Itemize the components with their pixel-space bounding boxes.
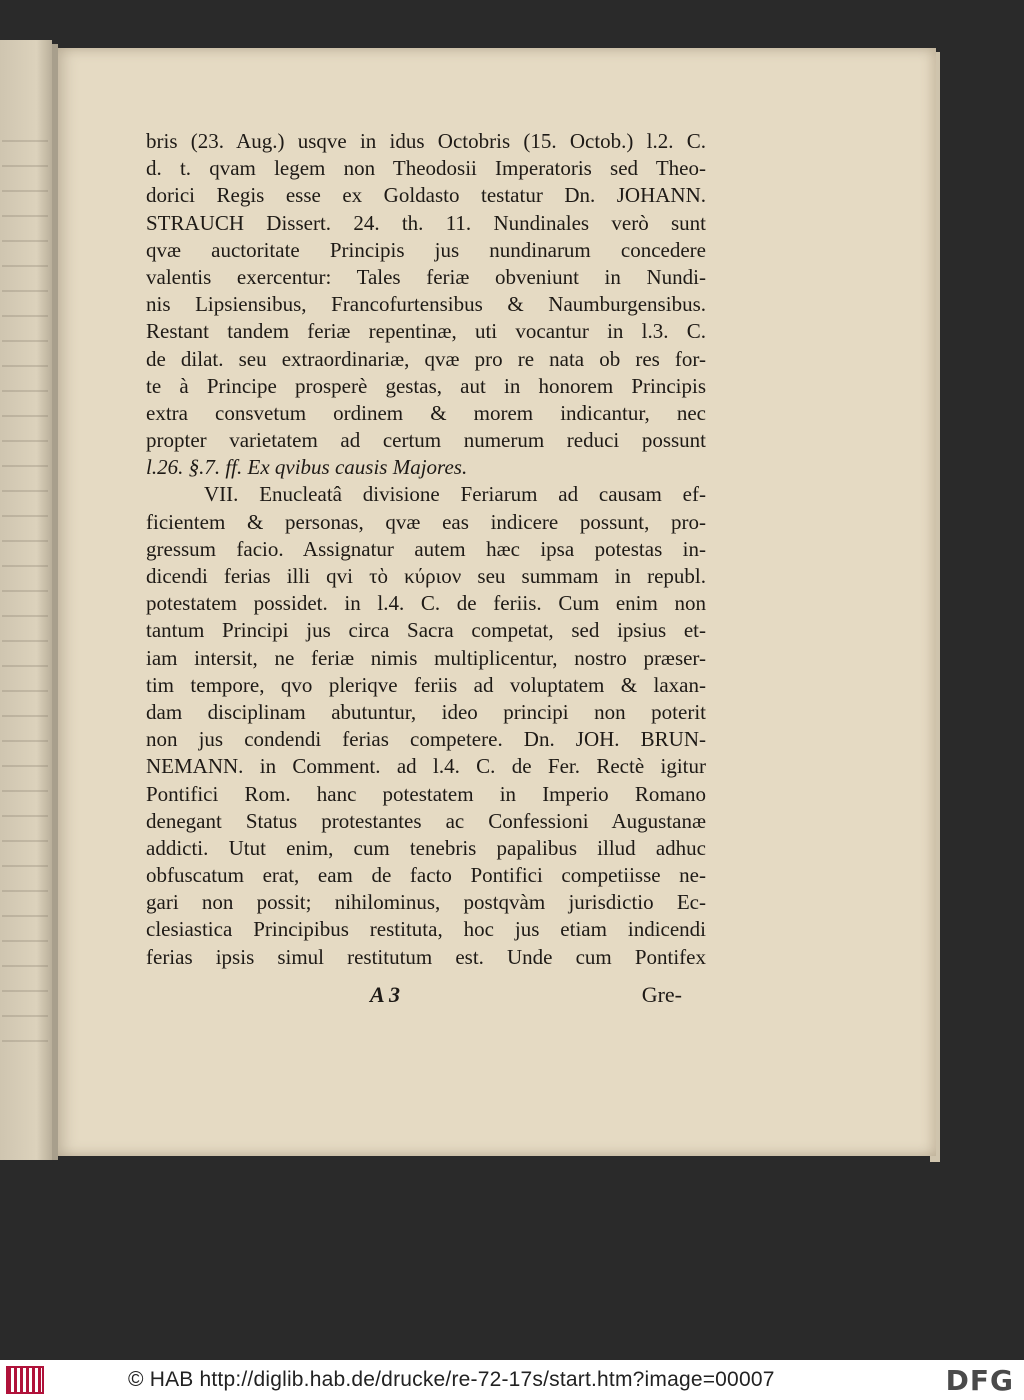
text-line-7: nis Lipsiensibus, Francofurtensibus & Naumburgensibus.: [146, 292, 706, 317]
text-line-22: dam disciplinam abutuntur, ideo principi non poterit: [146, 699, 706, 724]
text-line-16: gressum facio. Assignatur autem hæc ipsa potestas in-: [146, 536, 706, 561]
text-line-14: VII. Enucleatâ divisione Feriarum ad causam ef-: [204, 482, 706, 507]
text-line-18: potestatem possidet. in l.4. C. de feriis. Cum enim non: [146, 591, 706, 616]
text-line-19: tantum Principi jus circa Sacra competat, sed ipsius et-: [146, 618, 706, 643]
text-line-26: denegant Status protestantes ac Confessioni Augustanæ: [146, 808, 706, 833]
text-line-9: de dilat. seu extraordinariæ, qvæ pro re nata ob res for-: [146, 346, 706, 371]
text-line-23: non jus condendi ferias competere. Dn. JOH. BRUN-: [146, 727, 706, 752]
text-line-24: NEMANN. in Comment. ad l.4. C. de Fer. Rectè igitur: [146, 754, 706, 779]
previous-page-edge: [0, 40, 52, 1160]
text-line-13: l.26. §.7. ff. Ex qvibus causis Majores.: [146, 455, 468, 480]
viewer-footer-bar: [0, 1360, 1024, 1400]
previous-page-bleed-through: [2, 140, 48, 1060]
text-line-29: gari non possit; nihilominus, postqvàm jurisdictio Ec-: [146, 890, 706, 915]
text-line-8: Restant tandem feriæ repentinæ, uti vocantur in l.3. C.: [146, 319, 706, 344]
text-line-5: qvæ auctoritate Principis jus nundinarum concedere: [146, 237, 706, 262]
text-line-12: propter varietatem ad certum numerum reduci possunt: [146, 428, 706, 453]
text-line-4: STRAUCH Dissert. 24. th. 11. Nundinales verò sunt: [146, 210, 706, 235]
text-line-30: clesiastica Principibus restituta, hoc jus etiam indicendi: [146, 917, 706, 942]
page-footer: [146, 982, 682, 1010]
text-line-11: extra consvetum ordinem & morem indicantur, nec: [146, 400, 706, 425]
text-line-2: d. t. qvam legem non Theodosii Imperatoris sed Theo-: [146, 156, 706, 181]
text-line-27: addicti. Utut enim, cum tenebris papalibus illud adhuc: [146, 835, 706, 860]
text-line-10: te à Principe prosperè gestas, aut in honorem Principis: [146, 373, 706, 398]
text-line-31: ferias ipsis simul restitutum est. Unde cum Pontifex: [146, 944, 706, 969]
text-line-17: dicendi ferias illi qvi τὸ κύριον seu summam in republ.: [146, 564, 706, 588]
text-line-28: obfuscatum erat, eam de facto Pontifici competiisse ne-: [146, 863, 706, 888]
text-line-15: ficientem & personas, qvæ eas indicere possunt, pro-: [146, 509, 706, 534]
source-credit: © HAB http://diglib.hab.de/drucke/re-72-17s/start.htm?image=00007: [128, 1368, 775, 1391]
text-line-1: bris (23. Aug.) usqve in idus Octobris (15. Octob.) l.2. C.: [146, 129, 706, 153]
text-line-25: Pontifici Rom. hanc potestatem in Imperio Romano: [146, 781, 706, 806]
hab-logo-icon: [6, 1366, 44, 1394]
signature-mark: A 3: [370, 982, 400, 1007]
catchword: Gre-: [641, 982, 682, 1007]
text-line-20: iam intersit, ne feriæ nimis multiplicentur, nostro præser-: [146, 645, 706, 670]
dfg-logo: DFG: [945, 1364, 1014, 1397]
text-line-21: tim tempore, qvo pleriqve feriis ad voluptatem & laxan-: [146, 672, 706, 697]
text-line-3: dorici Regis esse ex Goldasto testatur Dn. JOHANN.: [146, 183, 706, 208]
page-text: [146, 128, 706, 971]
text-line-6: valentis exercentur: Tales feriæ obveniunt in Nundi-: [146, 264, 706, 289]
